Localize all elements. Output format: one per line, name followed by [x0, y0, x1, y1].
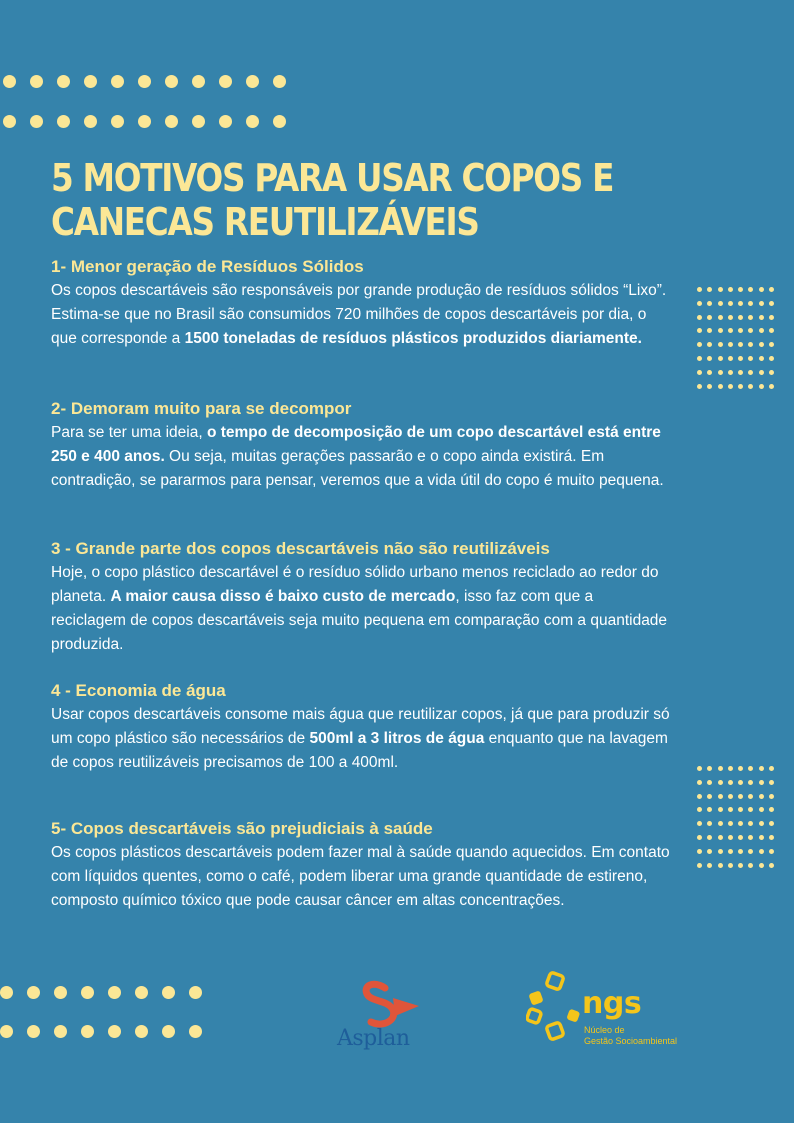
decorative-dot	[718, 766, 723, 771]
decorative-dot	[759, 794, 764, 799]
decorative-dot	[27, 1025, 40, 1038]
decorative-dot	[697, 807, 702, 812]
section-3	[51, 537, 671, 657]
ngs-subtitle-line-2: Gestão Socioambiental	[584, 1036, 678, 1046]
decorative-dot	[748, 328, 753, 333]
decorative-dot	[738, 766, 743, 771]
decorative-dot	[697, 780, 702, 785]
decorative-dot	[738, 384, 743, 389]
ngs-wordmark: ngs	[582, 986, 642, 1021]
decorative-dot	[769, 849, 774, 854]
decorative-dot	[718, 807, 723, 812]
decorative-dot	[759, 863, 764, 868]
decorative-dot	[697, 315, 702, 320]
decorative-dot	[748, 342, 753, 347]
decorative-dot	[707, 821, 712, 826]
decorative-dot	[738, 863, 743, 868]
decorative-dot	[697, 821, 702, 826]
decorative-dot	[738, 780, 743, 785]
decorative-dot	[769, 356, 774, 361]
decorative-dot	[697, 287, 702, 292]
asplan-logo	[333, 980, 423, 1060]
decorative-dot	[697, 835, 702, 840]
section-2-text-b: Ou seja, muitas gerações passarão e o copo ainda existirá. Em contradição, se pararmos para pensar, veremos que a vida útil do copo é muito pequena.	[51, 448, 664, 489]
decorative-dot	[748, 301, 753, 306]
decorative-dot	[728, 370, 733, 375]
decorative-dot	[769, 315, 774, 320]
decorative-dot	[759, 315, 764, 320]
decorative-dot	[111, 115, 124, 128]
decorative-dot	[697, 301, 702, 306]
decorative-dot	[718, 328, 723, 333]
section-4-text-a: Usar copos descartáveis consome mais água que reutilizar copos, já que para produzir só um copo plástico são necessários de	[51, 706, 670, 747]
decorative-dot	[738, 328, 743, 333]
decorative-dot	[707, 835, 712, 840]
decorative-dot	[707, 766, 712, 771]
decorative-dot	[718, 794, 723, 799]
decorative-dot	[748, 807, 753, 812]
decorative-dot	[769, 835, 774, 840]
asplan-wordmark: Asplan	[337, 1026, 410, 1051]
decorative-dot	[697, 356, 702, 361]
decorative-dot	[728, 342, 733, 347]
decorative-dot	[718, 342, 723, 347]
decorative-dot	[697, 794, 702, 799]
decorative-dot	[728, 766, 733, 771]
dots-decoration-top-1	[3, 75, 300, 88]
decorative-dot	[738, 315, 743, 320]
decorative-dot	[769, 780, 774, 785]
decorative-dot	[759, 301, 764, 306]
decorative-dot	[707, 849, 712, 854]
decorative-dot	[219, 75, 232, 88]
decorative-dot	[748, 835, 753, 840]
decorative-dot	[718, 821, 723, 826]
decorative-dot	[54, 986, 67, 999]
section-4	[51, 679, 671, 775]
title-line-2: CANECAS REUTILIZÁVEIS	[51, 200, 479, 244]
decorative-dot	[728, 807, 733, 812]
decorative-dot	[718, 384, 723, 389]
section-2	[51, 397, 671, 493]
decorative-dot	[728, 301, 733, 306]
section-5-body: Os copos plásticos descartáveis podem fazer mal à saúde quando aquecidos. Em contato com líquidos quentes, como o café, podem liberar uma grande quantidade de estireno, composto químico tóxico que pode causar câncer em altas concentrações.	[51, 844, 670, 909]
decorative-dot	[165, 115, 178, 128]
decorative-dot	[748, 849, 753, 854]
decorative-dot	[728, 384, 733, 389]
ngs-subtitle-line-1: Núcleo de	[584, 1025, 625, 1035]
decorative-dot	[759, 384, 764, 389]
decorative-dot	[0, 1025, 13, 1038]
decorative-dot	[707, 384, 712, 389]
decorative-dot	[748, 766, 753, 771]
section-1-body	[51, 279, 671, 351]
section-2-highlight: o tempo de decomposição de um copo descartável está entre 250 e 400 anos.	[51, 424, 661, 465]
decorative-dot	[769, 301, 774, 306]
decorative-dot	[189, 1025, 202, 1038]
dots-decoration-top-2	[3, 115, 300, 128]
decorative-dot	[738, 794, 743, 799]
decorative-dot	[219, 115, 232, 128]
decorative-dot	[697, 342, 702, 347]
decorative-dot	[697, 766, 702, 771]
decorative-dot	[707, 328, 712, 333]
decorative-dot	[707, 780, 712, 785]
decorative-dot	[759, 356, 764, 361]
decorative-dot	[738, 835, 743, 840]
decorative-dot	[718, 370, 723, 375]
decorative-dot	[718, 849, 723, 854]
decorative-dot	[57, 115, 70, 128]
section-3-text-a: Hoje, o copo plástico descartável é o resíduo sólido urbano menos reciclado ao redor do planeta.	[51, 564, 659, 605]
decorative-dot	[718, 287, 723, 292]
decorative-dot	[138, 75, 151, 88]
section-3-text-b: , isso faz com que a reciclagem de copos descartáveis seja muito pequena em comparação com a quantidade produzida.	[51, 588, 668, 653]
decorative-dot	[718, 356, 723, 361]
decorative-dot	[738, 301, 743, 306]
decorative-dot	[748, 370, 753, 375]
decorative-dot	[738, 342, 743, 347]
decorative-dot	[54, 1025, 67, 1038]
decorative-dot	[748, 794, 753, 799]
decorative-dot	[108, 986, 121, 999]
decorative-dot	[748, 780, 753, 785]
decorative-dot	[728, 315, 733, 320]
decorative-dot	[728, 287, 733, 292]
decorative-dot	[165, 75, 178, 88]
decorative-dot	[738, 849, 743, 854]
decorative-dot	[769, 287, 774, 292]
section-3-highlight: A maior causa disso é baixo custo de mercado	[110, 588, 456, 605]
decorative-dot	[759, 849, 764, 854]
decorative-dot	[759, 780, 764, 785]
decorative-dot	[759, 807, 764, 812]
decorative-dot	[738, 821, 743, 826]
section-4-heading: 4 - Economia de água	[51, 681, 226, 700]
decorative-dot	[759, 835, 764, 840]
decorative-dot	[738, 356, 743, 361]
decorative-dot	[738, 287, 743, 292]
decorative-dot	[728, 835, 733, 840]
decorative-dot	[707, 370, 712, 375]
decorative-dot	[192, 75, 205, 88]
decorative-dot	[718, 780, 723, 785]
decorative-dot	[759, 328, 764, 333]
decorative-dot	[30, 75, 43, 88]
decorative-dot	[30, 115, 43, 128]
decorative-dot	[707, 794, 712, 799]
section-5	[51, 817, 671, 913]
section-1-text: Os copos descartáveis são responsáveis por grande produção de resíduos sólidos “Lixo”. Estima-se que no Brasil são consumidos 720 milhões de copos descartáveis por dia, o que corresponde a	[51, 282, 667, 347]
section-4-highlight: 500ml a 3 litros de água	[309, 730, 485, 747]
decorative-dot	[728, 849, 733, 854]
decorative-dot	[81, 986, 94, 999]
decorative-dot	[759, 370, 764, 375]
decorative-dot	[162, 986, 175, 999]
decorative-dot	[707, 342, 712, 347]
title-line-1: 5 MOTIVOS PARA USAR COPOS E	[51, 156, 614, 200]
decorative-dot	[728, 794, 733, 799]
decorative-dot	[707, 287, 712, 292]
dot-grid-right-upper	[697, 287, 774, 389]
decorative-dot	[3, 75, 16, 88]
decorative-dot	[718, 301, 723, 306]
decorative-dot	[192, 115, 205, 128]
decorative-dot	[707, 356, 712, 361]
decorative-dot	[707, 301, 712, 306]
decorative-dot	[189, 986, 202, 999]
decorative-dot	[697, 849, 702, 854]
dots-decoration-bottom-2	[0, 1025, 216, 1038]
decorative-dot	[769, 794, 774, 799]
decorative-dot	[769, 328, 774, 333]
decorative-dot	[728, 821, 733, 826]
decorative-dot	[273, 75, 286, 88]
decorative-dot	[748, 287, 753, 292]
section-2-text-a: Para se ter uma ideia,	[51, 424, 207, 441]
decorative-dot	[748, 356, 753, 361]
decorative-dot	[707, 315, 712, 320]
decorative-dot	[108, 1025, 121, 1038]
decorative-dot	[769, 766, 774, 771]
decorative-dot	[697, 384, 702, 389]
decorative-dot	[769, 821, 774, 826]
decorative-dot	[707, 807, 712, 812]
decorative-dot	[697, 863, 702, 868]
section-5-heading: 5- Copos descartáveis são prejudiciais à saúde	[51, 819, 433, 838]
decorative-dot	[246, 75, 259, 88]
decorative-dot	[718, 863, 723, 868]
decorative-dot	[3, 115, 16, 128]
decorative-dot	[138, 115, 151, 128]
decorative-dot	[759, 287, 764, 292]
decorative-dot	[769, 370, 774, 375]
decorative-dot	[738, 807, 743, 812]
decorative-dot	[748, 315, 753, 320]
decorative-dot	[728, 780, 733, 785]
section-4-body	[51, 703, 671, 775]
decorative-dot	[162, 1025, 175, 1038]
decorative-dot	[759, 766, 764, 771]
decorative-dot	[84, 115, 97, 128]
decorative-dot	[759, 342, 764, 347]
section-1	[51, 255, 671, 351]
section-4-text-b: enquanto que na lavagem de copos reutilizáveis precisamos de 100 a 400ml.	[51, 730, 668, 771]
dots-decoration-bottom-1	[0, 986, 216, 999]
decorative-dot	[748, 821, 753, 826]
decorative-dot	[135, 986, 148, 999]
decorative-dot	[697, 328, 702, 333]
decorative-dot	[728, 356, 733, 361]
page-title	[51, 156, 670, 244]
decorative-dot	[769, 807, 774, 812]
dot-grid-right-lower	[697, 766, 774, 868]
section-3-heading: 3 - Grande parte dos copos descartáveis não são reutilizáveis	[51, 539, 550, 558]
decorative-dot	[748, 863, 753, 868]
decorative-dot	[0, 986, 13, 999]
decorative-dot	[273, 115, 286, 128]
decorative-dot	[57, 75, 70, 88]
decorative-dot	[718, 315, 723, 320]
section-3-body	[51, 561, 671, 657]
decorative-dot	[748, 384, 753, 389]
decorative-dot	[81, 1025, 94, 1038]
decorative-dot	[769, 342, 774, 347]
decorative-dot	[769, 863, 774, 868]
section-2-heading: 2- Demoram muito para se decompor	[51, 399, 352, 418]
decorative-dot	[728, 328, 733, 333]
section-2-body	[51, 421, 671, 493]
ngs-logo	[526, 970, 706, 1050]
decorative-dot	[759, 821, 764, 826]
ngs-mark-icon	[526, 970, 586, 1042]
decorative-dot	[738, 370, 743, 375]
decorative-dot	[84, 75, 97, 88]
decorative-dot	[111, 75, 124, 88]
decorative-dot	[246, 115, 259, 128]
decorative-dot	[728, 863, 733, 868]
decorative-dot	[697, 370, 702, 375]
decorative-dot	[769, 384, 774, 389]
decorative-dot	[718, 835, 723, 840]
section-1-highlight: 1500 toneladas de resíduos plásticos produzidos diariamente.	[184, 330, 642, 347]
decorative-dot	[27, 986, 40, 999]
decorative-dot	[707, 863, 712, 868]
decorative-dot	[135, 1025, 148, 1038]
section-1-heading: 1- Menor geração de Resíduos Sólidos	[51, 257, 364, 276]
